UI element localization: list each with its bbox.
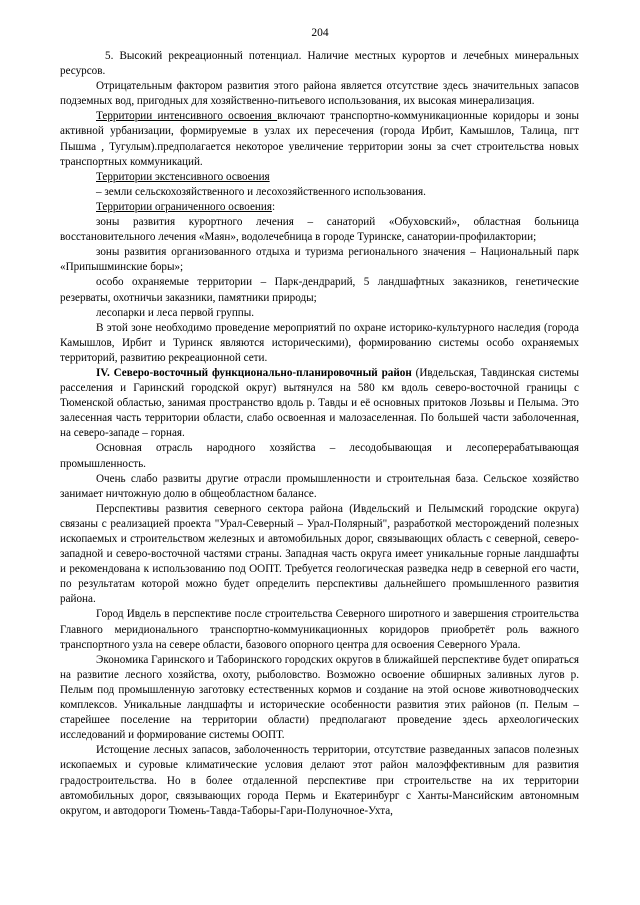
paragraph-extensive-development [60,170,579,185]
heading-extensive-development: Территории экстенсивного освоения [96,170,270,183]
document-body [60,49,579,819]
heading-intensive-development: Территории интенсивного освоения [96,110,278,123]
heading-northeast-district: IV. Северо-восточный функционально-планировочный район [96,366,412,379]
paragraph-northeast-district [60,366,579,441]
heading-limited-development: Территории ограниченного освоения [96,200,272,213]
paragraph-limited-development [60,200,579,215]
paragraph-forest-parks: лесопарки и леса первой группы. [96,306,255,319]
text-northeast-district: (Ивдельская, Тавдинская системы расселения и Гаринский городской округ) вытянулся на 580 км вдоль северо-восточной границы с Тюменской областью, занимая пространство вдоль р. Тавды и её основных притоков Лозьвы и Пелыма. Это залесенная часть территории области, слабо освоенная и малозаселенная. По большей части заболоченная, на северо-западе – горная. [60,366,579,440]
paragraph-ivdel-city: Город Ивдель в перспективе после строительства Северного широтного и завершения строительства Главного меридионального транспортно-коммуникационных коридоров приобретёт роль важного транспортного узла на севере области, базового опорного центра для освоения Северного Урала. [60,608,579,651]
text-intensive-development: включают транспортно-коммуникационные коридоры и зоны активной урбанизации, формируемые в узлах их пересечения (города Ирбит, Камышлов, Талица, пгт Пышма , Тугулым).предполагается некоторое увеличение территории зоны за счет строительства новых транспортных коммуникаций. [60,110,579,168]
paragraph-forest-depletion: Истощение лесных запасов, заболоченность территории, отсутствие разведанных запасов полезных ископаемых и суровые климатические условия делают этот район малоэффективным для развития градостроительства. Но в более отдаленной перспективе при строительстве на их территории автомобильных дорог, связывающих города Пермь и Екатеринбург с Ханты-Мансийским автономным округом, и автодороги Тюмень-Тавда-Таборы-Гари-Полуночное-Ухта, [60,744,579,817]
paragraph-heritage-protection: В этой зоне необходимо проведение мероприятий по охране историко-культурного наследия (города Камышлов, Ирбит и Туринск являются историческими), формированию системы особо охраняемых территорий, развитию рекреационной сети. [60,321,579,364]
paragraph-protected-areas: особо охраняемые территории – Парк-дендрарий, 5 ландшафтных заказников, генетические резерваты, охотничьи заказники, памятники природы; [60,276,579,304]
paragraph-negative-factor: Отрицательным фактором развития этого района является отсутствие здесь значительных запасов подземных вод, пригодных для хозяйственно-питьевого использования, их высокая минерализация. [60,80,579,108]
paragraph-main-industry: Основная отрасль народного хозяйства – лесодобывающая и лесоперерабатывающая промышленность. [60,442,579,470]
paragraph-garinsky-economy: Экономика Гаринского и Таборинского городских округов в ближайшей перспективе будет опираться на развитие лесного хозяйства, охоту, рыболовство. Возможно освоение обширных заливных лугов р. Пелым под промышленную заготовку естественных кормов и создание на этой основе животноводческих комплексов. Уникальные ландшафты и исторические особенности развития этих районов (п. Пелым – старейшее поселение на территории области) предполагают проведение здесь археологических исследований и формирование системы ООПТ. [60,653,579,742]
paragraph-recreation-zones: зоны развития организованного отдыха и туризма регионального значения – Национальный парк «Припышминские боры»; [60,246,579,274]
paragraph-resort-zones: зоны развития курортного лечения – санаторий «Обуховский», областная больница восстановительного лечения «Маян», водолечебница в городе Туринске, санатории-профилактории; [60,216,579,244]
paragraph-northern-prospects: Перспективы развития северного сектора района (Ивдельский и Пелымский городские округа) связаны с реализацией проекта "Урал-Северный – Урал-Полярный", разработкой месторождений полезных ископаемых и строительством железных и автомобильных дорог, связывающих область с северной, северо-западной и северо-восточной частями страны. Западная часть округа имеет уникальные горные ландшафты и рекомендована к использованию под ООПТ. Требуется геологическая разведка недр в северной его части, по результатам которой можно будет определить перспективы дальнейшего промышленного развития района. [60,502,579,606]
paragraph-weak-industries: Очень слабо развиты другие отрасли промышленности и строительная база. Сельское хозяйство занимает ничтожную долю в общеобластном балансе. [60,472,579,500]
paragraph-recreational-potential: 5. Высокий рекреационный потенциал. Наличие местных курортов и лечебных минеральных ресурсов. [60,50,579,78]
heading-limited-development-colon: : [271,200,276,213]
page-number: 204 [311,27,329,39]
paragraph-intensive-development [60,109,579,169]
paragraph-agricultural-lands: – земли сельскохозяйственного и лесохозяйственного использования. [96,185,426,198]
